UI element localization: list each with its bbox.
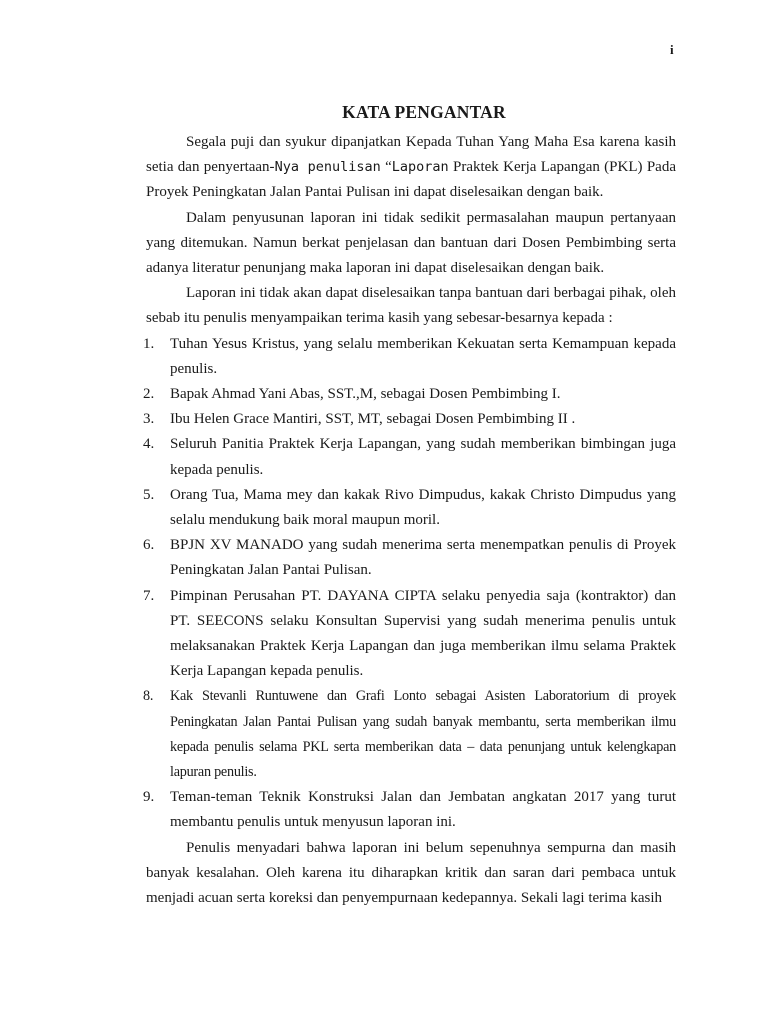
list-item (143, 533, 676, 583)
list-item-text: Pimpinan Perusahan PT. DAYANA CIPTA selaku penyedia saja (kontraktor) dan PT. SEECONS selaku Konsultan Supervisi yang sudah menerima penulis untuk melaksanakan Praktek Kerja Lapangan dan juga memberikan ilmu selama Praktek Kerja Lapangan kepada penulis. (170, 587, 676, 680)
list-item-number: 5. (143, 486, 155, 503)
list-item (143, 382, 676, 407)
paragraph-closing: Penulis menyadari bahwa laporan ini belum sepenuhnya sempurna dan masih banyak kesalahan. Oleh karena itu diharapkan kritik dan saran dari pembaca untuk menjadi acuan serta koreksi dan penyempurnaan kedepannya. Sekali lagi terima kasih (146, 839, 676, 907)
list-item-text: Ibu Helen Grace Mantiri, SST, MT, sebagai Dosen Pembimbing II . (170, 411, 576, 428)
paragraph-intro-part-a: Segala puji dan syukur dipanjatkan Kepada Tuhan Yang Maha Esa karena kasih setia dan penyertaan- (146, 134, 676, 176)
paragraph-intro-mono-b: Laporan (391, 159, 449, 176)
paragraph-difficulties: Dalam penyusunan laporan ini tidak sedikit permasalahan maupun pertanyaan yang ditemukan. Namun berkat penjelasan dan bantuan dari Dosen Pembimbing serta adanya literatur penunjang maka laporan ini dapat diselesaikan dengan baik. (146, 209, 676, 277)
list-item-number: 8. (143, 688, 154, 705)
list-item-number: 6. (143, 537, 155, 554)
paragraph-intro-part-c: Praktek Kerja Lapangan (PKL) Pada Proyek Peningkatan Jalan Pantai Pulisan ini dapat diselesaikan dengan baik. (146, 159, 676, 201)
thanks-list (143, 332, 676, 836)
paragraph-intro (146, 130, 676, 206)
list-item (143, 407, 676, 432)
list-item-number: 1. (143, 335, 155, 352)
list-item-text: Seluruh Panitia Praktek Kerja Lapangan, yang sudah memberikan bimbingan juga kepada penulis. (170, 436, 676, 478)
list-item-number: 4. (143, 436, 155, 453)
page-title: KATA PENGANTAR (342, 102, 506, 122)
list-item-text: BPJN XV MANADO yang sudah menerima serta menempatkan penulis di Proyek Peningkatan Jalan Pantai Pulisan. (170, 537, 676, 579)
list-item (143, 584, 676, 685)
paragraph-intro-mono-a: Nya penulisan (274, 159, 381, 176)
list-item-text: Teman-teman Teknik Konstruksi Jalan dan Jembatan angkatan 2017 yang turut membantu penulis untuk menyusun laporan ini. (170, 789, 676, 831)
list-item-number: 9. (143, 789, 155, 806)
paragraph-thanks-intro: Laporan ini tidak akan dapat diselesaikan tanpa bantuan dari berbagai pihak, oleh sebab itu penulis menyampaikan terima kasih yang sebesar-besarnya kepada : (146, 285, 676, 327)
page-number: i (670, 42, 674, 57)
list-item-number: 3. (143, 411, 155, 428)
list-item-text: Kak Stevanli Runtuwene dan Grafi Lonto sebagai Asisten Laboratorium di proyek Peningkatan Jalan Pantai Pulisan yang sudah banyak membantu, serta memberikan ilmu kepada penulis selama PKL serta memberikan data – data penunjang untuk kelengkapan lapuran penulis. (170, 688, 676, 781)
list-item-text: Bapak Ahmad Yani Abas, SST.,M, sebagai Dosen Pembimbing I. (170, 386, 561, 403)
list-item (143, 785, 676, 835)
list-item-text: Orang Tua, Mama mey dan kakak Rivo Dimpudus, kakak Christo Dimpudus yang selalu mendukung baik moral maupun moril. (170, 486, 676, 529)
list-item (143, 483, 676, 533)
list-item (143, 332, 676, 382)
list-item (143, 432, 676, 482)
list-item-number: 2. (143, 386, 155, 403)
paragraph-intro-part-b: “ (380, 159, 392, 176)
list-item (143, 684, 676, 785)
list-item-number: 7. (143, 587, 155, 604)
list-item-text: Tuhan Yesus Kristus, yang selalu memberikan Kekuatan serta Kemampuan kepada penulis. (170, 335, 676, 377)
document-body (143, 130, 676, 911)
